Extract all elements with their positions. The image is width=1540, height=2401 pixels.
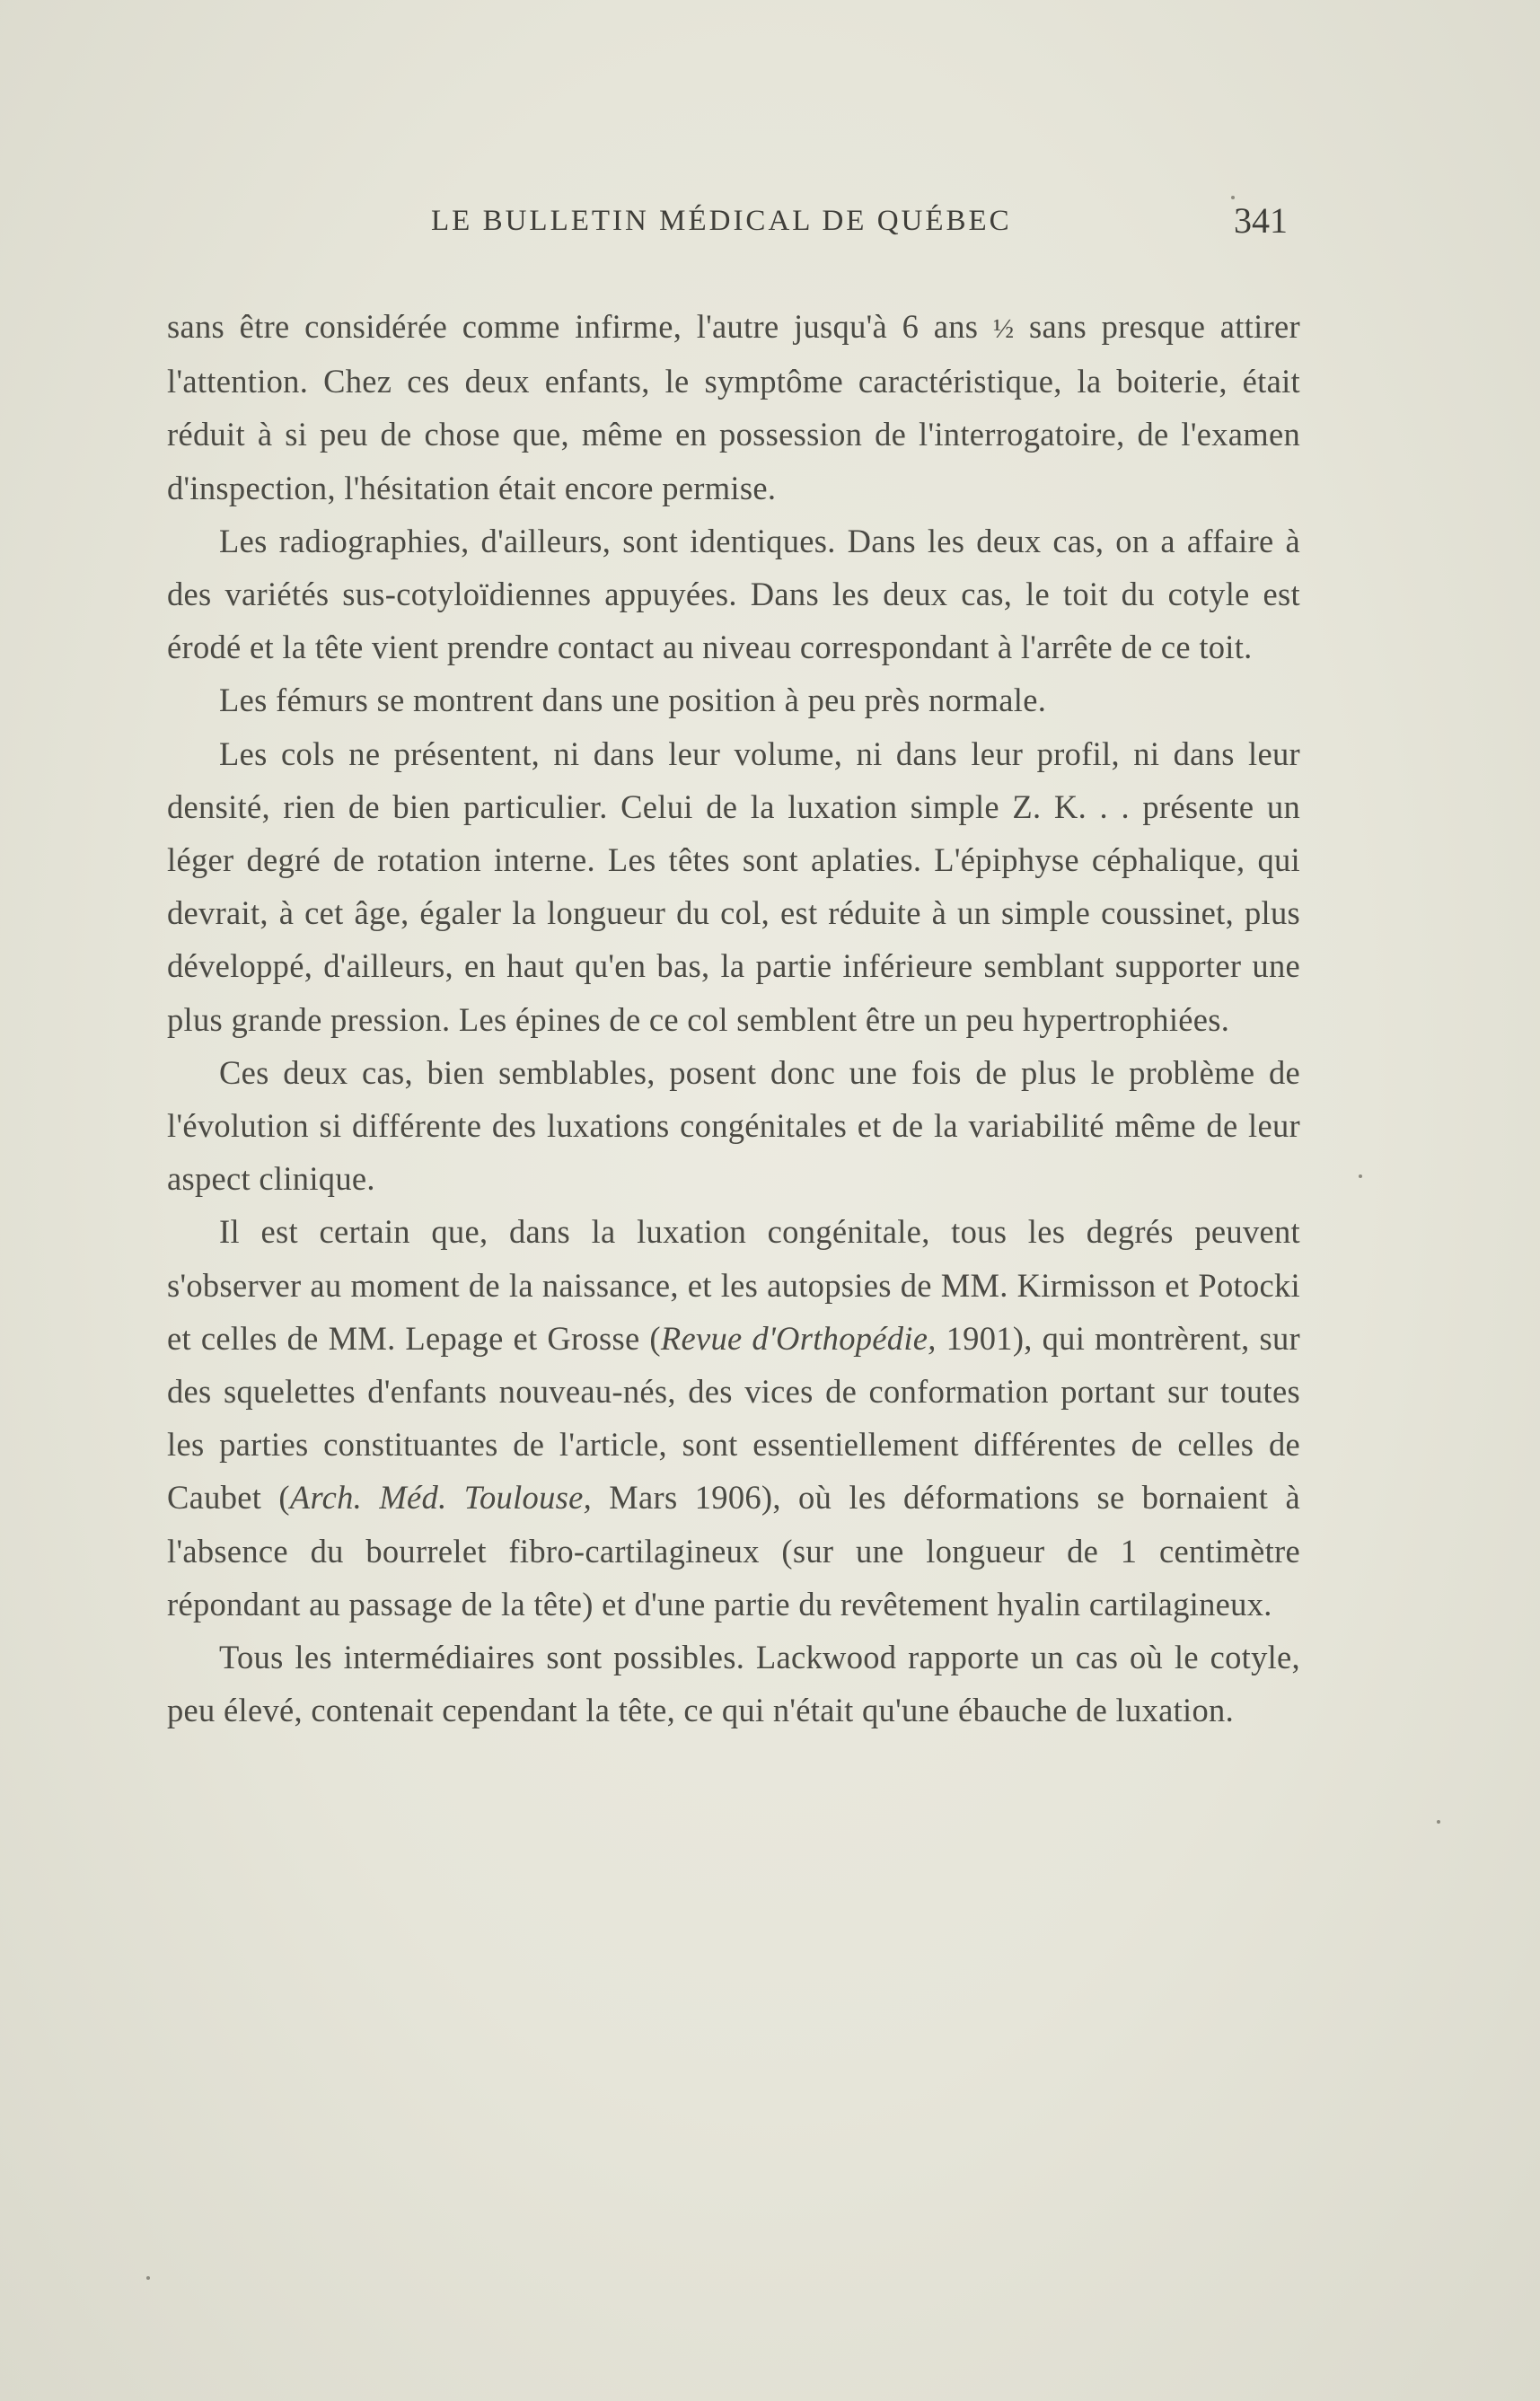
paragraph (167, 514, 1300, 674)
fraction: ½ (992, 312, 1015, 344)
paragraph (167, 727, 1300, 1046)
citation-title: Revue d'Orthopédie, (660, 1319, 937, 1357)
text-run: Les cols ne présentent, ni dans leur volume, ni dans leur profil, ni dans leur densité, rien de bien particulier. Celui de la luxation simple Z. K. . . présente un léger degré de rotation interne. Les têtes sont aplaties. L'épiphyse céphalique, qui devrait, à cet âge, égaler la longueur du col, est réduite à un simple coussinet, plus développé, d'ailleurs, en haut qu'en bas, la partie inférieure semblant supporter une plus grande pression. Les épines de ce col semblent être un peu hypertrophiées. (167, 734, 1300, 1038)
text-run: sans presque attirer l'attention. Chez ces deux enfants, le symptôme caractéristique, la boiterie, était réduit à si peu de chose que, même en possession de l'interrogatoire, de l'examen d'inspection, l'hésitation était encore permise. (167, 308, 1300, 506)
paragraph (167, 1205, 1300, 1631)
paragraph (167, 1631, 1300, 1737)
text-run: Mars 1906), où les déformations se bornaient à l'absence du bourrelet fibro-cartilagineux (sur une longueur de 1 centimètre répondant au passage de la tête) et d'une partie du revêtement hyalin cartilagineux. (167, 1479, 1300, 1623)
running-title: LE BULLETIN MÉDICAL DE QUÉBEC (431, 205, 1012, 237)
paragraph (167, 673, 1300, 726)
paper-speck (1359, 1174, 1362, 1178)
text-run: Ces deux cas, bien semblables, posent donc une fois de plus le problème de l'évolution si différente des luxations congénitales et de la variabilité même de leur aspect clinique. (167, 1053, 1300, 1198)
text-run: sans être considérée comme infirme, l'autre jusqu'à 6 ans (167, 308, 993, 345)
text-run: Les radiographies, d'ailleurs, sont identiques. Dans les deux cas, on a affaire à des variétés sus-cotyloïdiennes appuyées. Dans les deux cas, le toit du cotyle est érodé et la tête vient prendre contact au niveau correspondant à l'arrête de ce toit. (167, 522, 1300, 666)
text-run: 1901), qui montrèrent, sur des squelettes d'enfants nouveau-nés, des vices de conformation portant sur toutes les parties constituantes de l'article, sont essentiellement différentes de celles de Caubet ( (167, 1319, 1301, 1517)
paper-speck (146, 2276, 150, 2280)
paragraph (167, 300, 1300, 514)
page-number: 341 (1234, 200, 1288, 241)
text-run: Tous les intermédiaires sont possibles. Lackwood rapporte un cas où le cotyle, peu élevé, contenait cependant la tête, ce qui n'était qu'une ébauche de luxation. (167, 1639, 1300, 1729)
paper-speck (1231, 196, 1235, 199)
citation-title: Arch. Méd. Toulouse, (289, 1479, 593, 1517)
body-text (167, 300, 1300, 1737)
paper-speck (1437, 1820, 1440, 1824)
text-run: Les fémurs se montrent dans une position à peu près normale. (219, 682, 1047, 719)
text-run: Il est certain que, dans la luxation congénitale, tous les degrés peuvent s'observer au moment de la naissance, et les autopsies de MM. Kirmisson et Potocki et celles de MM. Lepage et Grosse ( (167, 1213, 1300, 1357)
paragraph (167, 1046, 1300, 1206)
